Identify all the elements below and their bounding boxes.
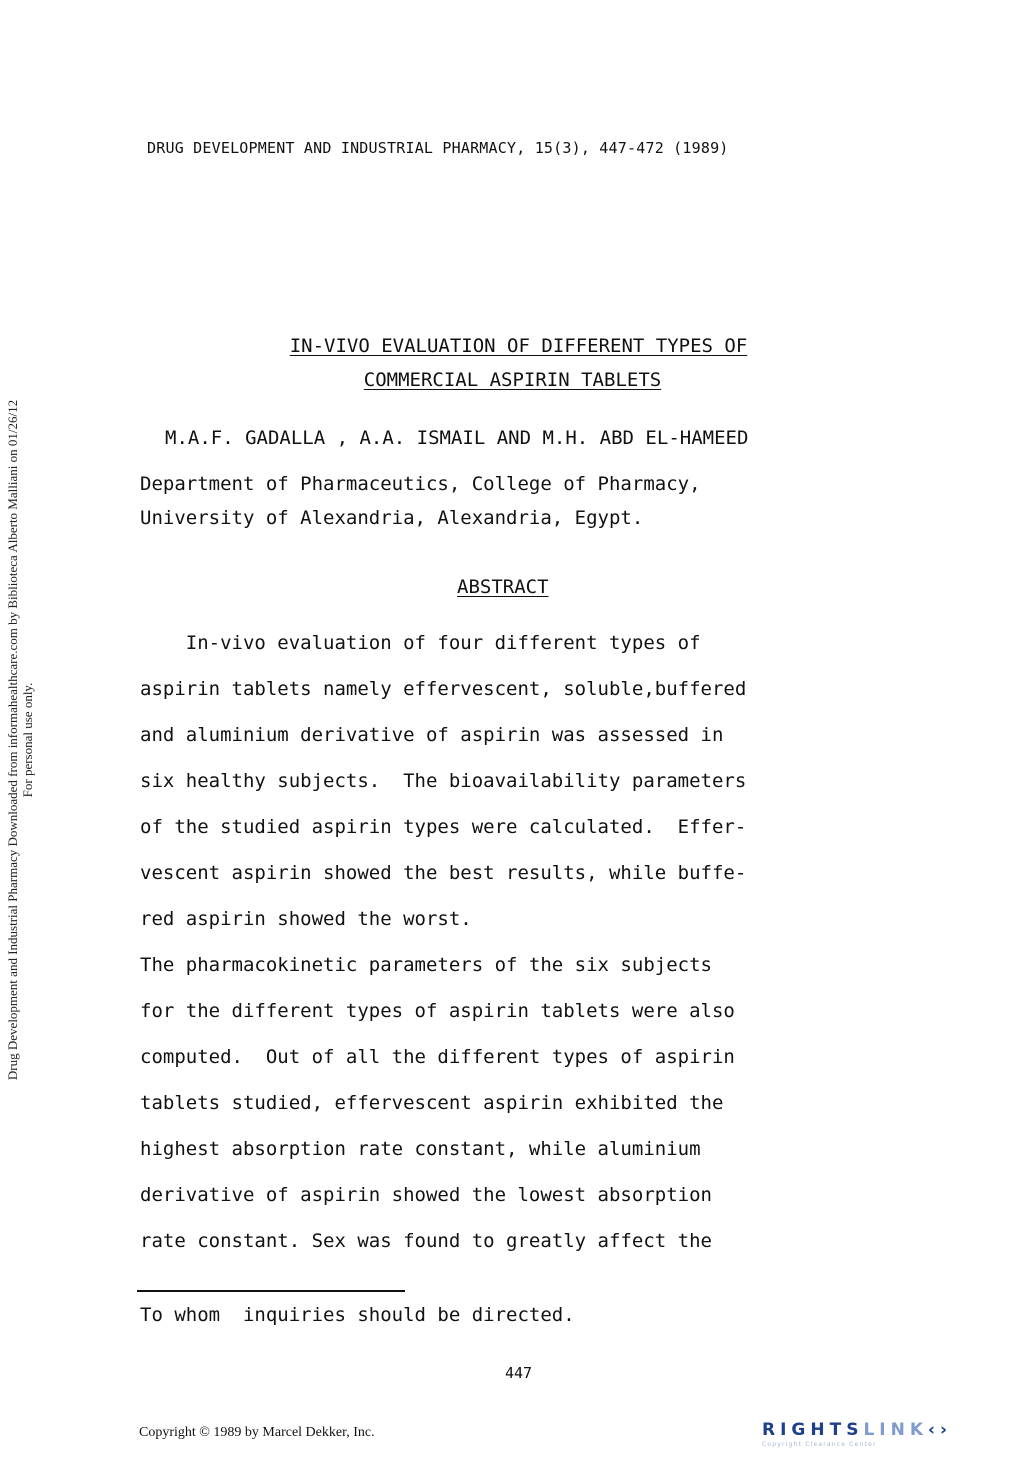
footnote: To whom inquiries should be directed. (140, 1304, 575, 1326)
article-title-line-1: IN-VIVO EVALUATION OF DIFFERENT TYPES OF (289, 335, 748, 357)
footnote-divider (137, 1290, 405, 1292)
download-notice-line-1: Drug Development and Industrial Pharmacy Downloaded from informahealthcare.com by Biblioteca Alberto Malliani on 01/26/12 (5, 399, 20, 1081)
abstract-line: for the different types of aspirin tablets were also (140, 1000, 735, 1022)
abstract-line: aspirin tablets namely effervescent, soluble,buffered (140, 678, 747, 700)
rightslink-tagline: Copyright Clearance Center (762, 1441, 877, 1448)
abstract-line: of the studied aspirin types were calculated. Effer- (140, 816, 747, 838)
abstract-line: highest absorption rate constant, while aluminium (140, 1138, 701, 1160)
abstract-line: and aluminium derivative of aspirin was assessed in (140, 724, 724, 746)
abstract-line: derivative of aspirin showed the lowest absorption (140, 1184, 712, 1206)
rightslink-wordmark-dark: RIGHTS (762, 1420, 864, 1440)
copyright-notice: Copyright © 1989 by Marcel Dekker, Inc. (139, 1425, 375, 1440)
abstract-line: vescent aspirin showed the best results, while buffe- (140, 862, 747, 884)
running-header: DRUG DEVELOPMENT AND INDUSTRIAL PHARMACY, 15(3), 447-472 (1989) (147, 139, 729, 157)
abstract-line: In-vivo evaluation of four different types of (140, 632, 701, 654)
download-notice-line-2: For personal use only. (20, 682, 35, 798)
affiliation-line-2: University of Alexandria, Alexandria, Egypt. (140, 507, 644, 529)
authors: M.A.F. GADALLA , A.A. ISMAIL AND M.H. ABD EL-HAMEED (165, 427, 749, 449)
rightslink-wordmark (762, 1420, 952, 1440)
abstract-line: six healthy subjects. The bioavailability parameters (140, 770, 747, 792)
abstract-line: computed. Out of all the different types of aspirin (140, 1046, 735, 1068)
article-title-line-2: COMMERCIAL ASPIRIN TABLETS (363, 369, 662, 391)
abstract-line: red aspirin showed the worst. (140, 908, 472, 930)
page-number: 447 (505, 1364, 533, 1382)
rightslink-mark-icon: ‹› (928, 1420, 953, 1440)
rightslink-wordmark-light: LINK (863, 1420, 928, 1440)
affiliation-line-1: Department of Pharmaceutics, College of Pharmacy, (140, 473, 701, 495)
rightslink-logo[interactable] (762, 1420, 998, 1450)
abstract-line: rate constant. Sex was found to greatly affect the (140, 1230, 712, 1252)
abstract-heading: ABSTRACT (457, 576, 549, 598)
abstract-line: The pharmacokinetic parameters of the six subjects (140, 954, 712, 976)
abstract-line: tablets studied, effervescent aspirin exhibited the (140, 1092, 724, 1114)
